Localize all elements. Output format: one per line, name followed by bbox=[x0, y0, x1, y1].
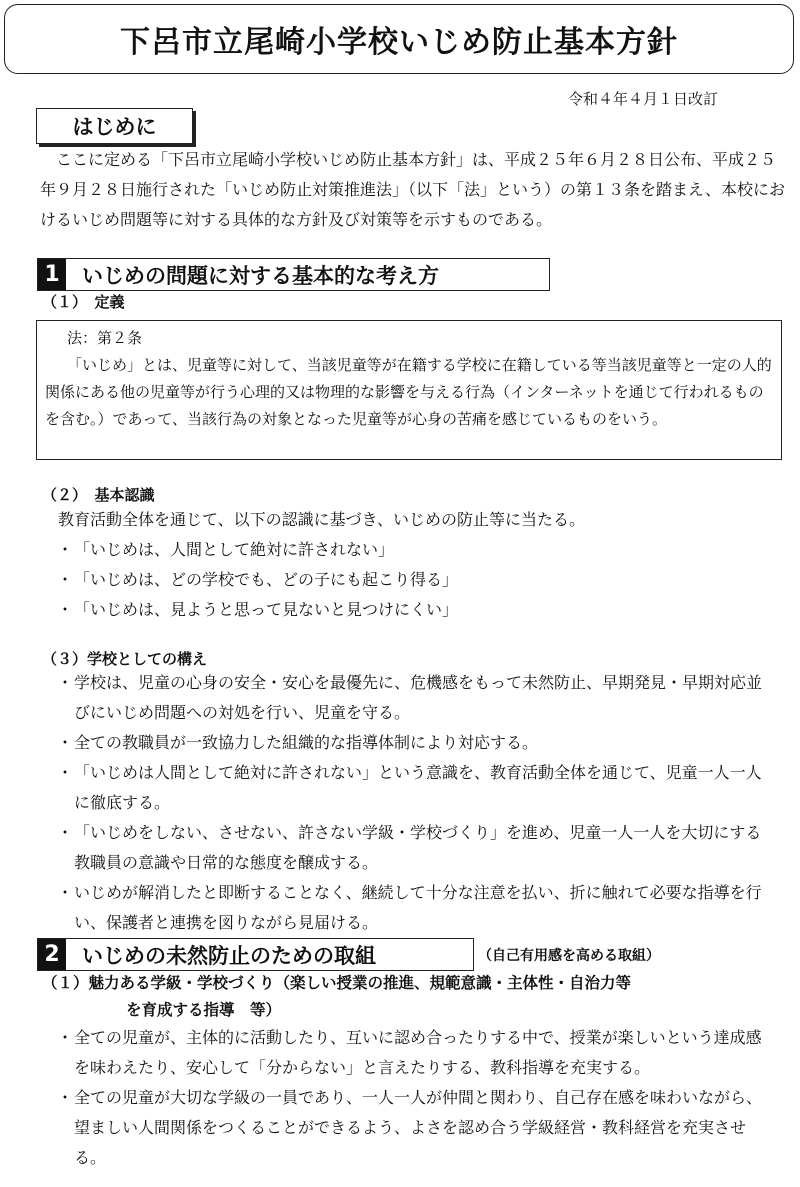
list-item: ・学校は、児童の心身の安全・安心を最優先に、危機感をもって未然防止、早期発見・早期対応並びにいじめ問題への対処を行い、児童を守る。 bbox=[56, 673, 763, 722]
school-stance-list bbox=[56, 668, 771, 938]
section2-note: （自己有用感を高める取組） bbox=[478, 948, 660, 964]
section2-heading bbox=[37, 938, 474, 971]
definition-text: 「いじめ」とは、児童等に対して、当該児童等が在籍する学校に在籍している等当該児童等と一定の人的関係にある他の児童等が行う心理的又は物理的な影響を与える行為（インターネットを通じて行われるものを含む。）であって、当該行為の対象となった児童等が心身の苦痛を感じているものをいう。 bbox=[45, 356, 772, 428]
list-item: ・「いじめは、見ようと思って見ないと見つけにくい」 bbox=[56, 600, 459, 619]
attractive-class-list bbox=[56, 1023, 771, 1173]
list-item: ・「いじめは人間として絶対に許されない」という意識を、教育活動全体を通じて、児童一人一人に徹底する。 bbox=[56, 763, 762, 812]
section2-sub1-heading: （１）魅力ある学級・学校づくり（楽しい授業の推進、規範意識・主体性・自治力等 を育成する指導 等） bbox=[42, 974, 632, 1019]
section1-sub2-lead: 教育活動全体を通じて、以下の認識に基づき、いじめの防止等に当たる。 bbox=[58, 510, 586, 529]
section1-number: 1 bbox=[38, 259, 66, 290]
section1-sub1-heading: （１） 定義 bbox=[42, 293, 125, 311]
list-item: ・全ての児童が大切な学級の一員であり、一人一人が仲間と関わり、自己存在感を味わいながら、望ましい人間関係をつくることができるよう、よさを認め合う学級経営・教科経営を充実させる。 bbox=[56, 1088, 763, 1167]
page-title-text: 下呂市立尾崎小学校いじめ防止基本方針 bbox=[120, 25, 678, 60]
list-item: ・いじめが解消したと即断することなく、継続して十分な注意を払い、折に触れて必要な指導を行い、保護者と連携を図りながら見届ける。 bbox=[56, 883, 762, 932]
section1-sub2-heading: （２） 基本認識 bbox=[42, 486, 155, 504]
section1-sub3-heading: （３）学校としての構え bbox=[42, 650, 208, 668]
section1-heading bbox=[37, 258, 550, 291]
list-item: ・「いじめは、人間として絶対に許されない」 bbox=[56, 540, 395, 559]
revision-date: 令和４年４月１日改訂 bbox=[567, 90, 718, 108]
list-item: ・全ての教職員が一致協力した組織的な指導体制により対応する。 bbox=[56, 733, 539, 752]
list-item: ・「いじめをしない、させない、許さない学級・学校づくり」を進め、児童一人一人を大切にする教職員の意識や日常的な態度を醸成する。 bbox=[56, 823, 762, 872]
section1-title: いじめの問題に対する基本的な考え方 bbox=[82, 263, 439, 288]
list-item: ・全ての児童が、主体的に活動したり、互いに認め合ったりする中で、授業が楽しいという達成感を味わえたり、安心して「分からない」と言えたりする、教科指導を充実する。 bbox=[56, 1028, 762, 1077]
definition-label: 法：第２条 bbox=[67, 329, 143, 347]
intro-heading: はじめに bbox=[36, 108, 193, 144]
section2-title: いじめの未然防止のための取組 bbox=[82, 943, 376, 968]
basic-recognition-list bbox=[56, 535, 786, 625]
section2-number: 2 bbox=[38, 939, 66, 970]
list-item: ・「いじめは、どの学校でも、どの子にも起こり得る」 bbox=[56, 570, 459, 589]
page-title bbox=[4, 4, 794, 74]
definition-box bbox=[36, 320, 782, 460]
intro-paragraph: ここに定める「下呂市立尾崎小学校いじめ防止基本方針」は、平成２５年６月２８日公布、平成２５年９月２８日施行された「いじめ防止対策推進法」（以下「法」という）の第１３条を踏まえ、本校におけるいじめ問題等に対する具体的な方針及び対策等を示すものである。 bbox=[40, 150, 785, 229]
